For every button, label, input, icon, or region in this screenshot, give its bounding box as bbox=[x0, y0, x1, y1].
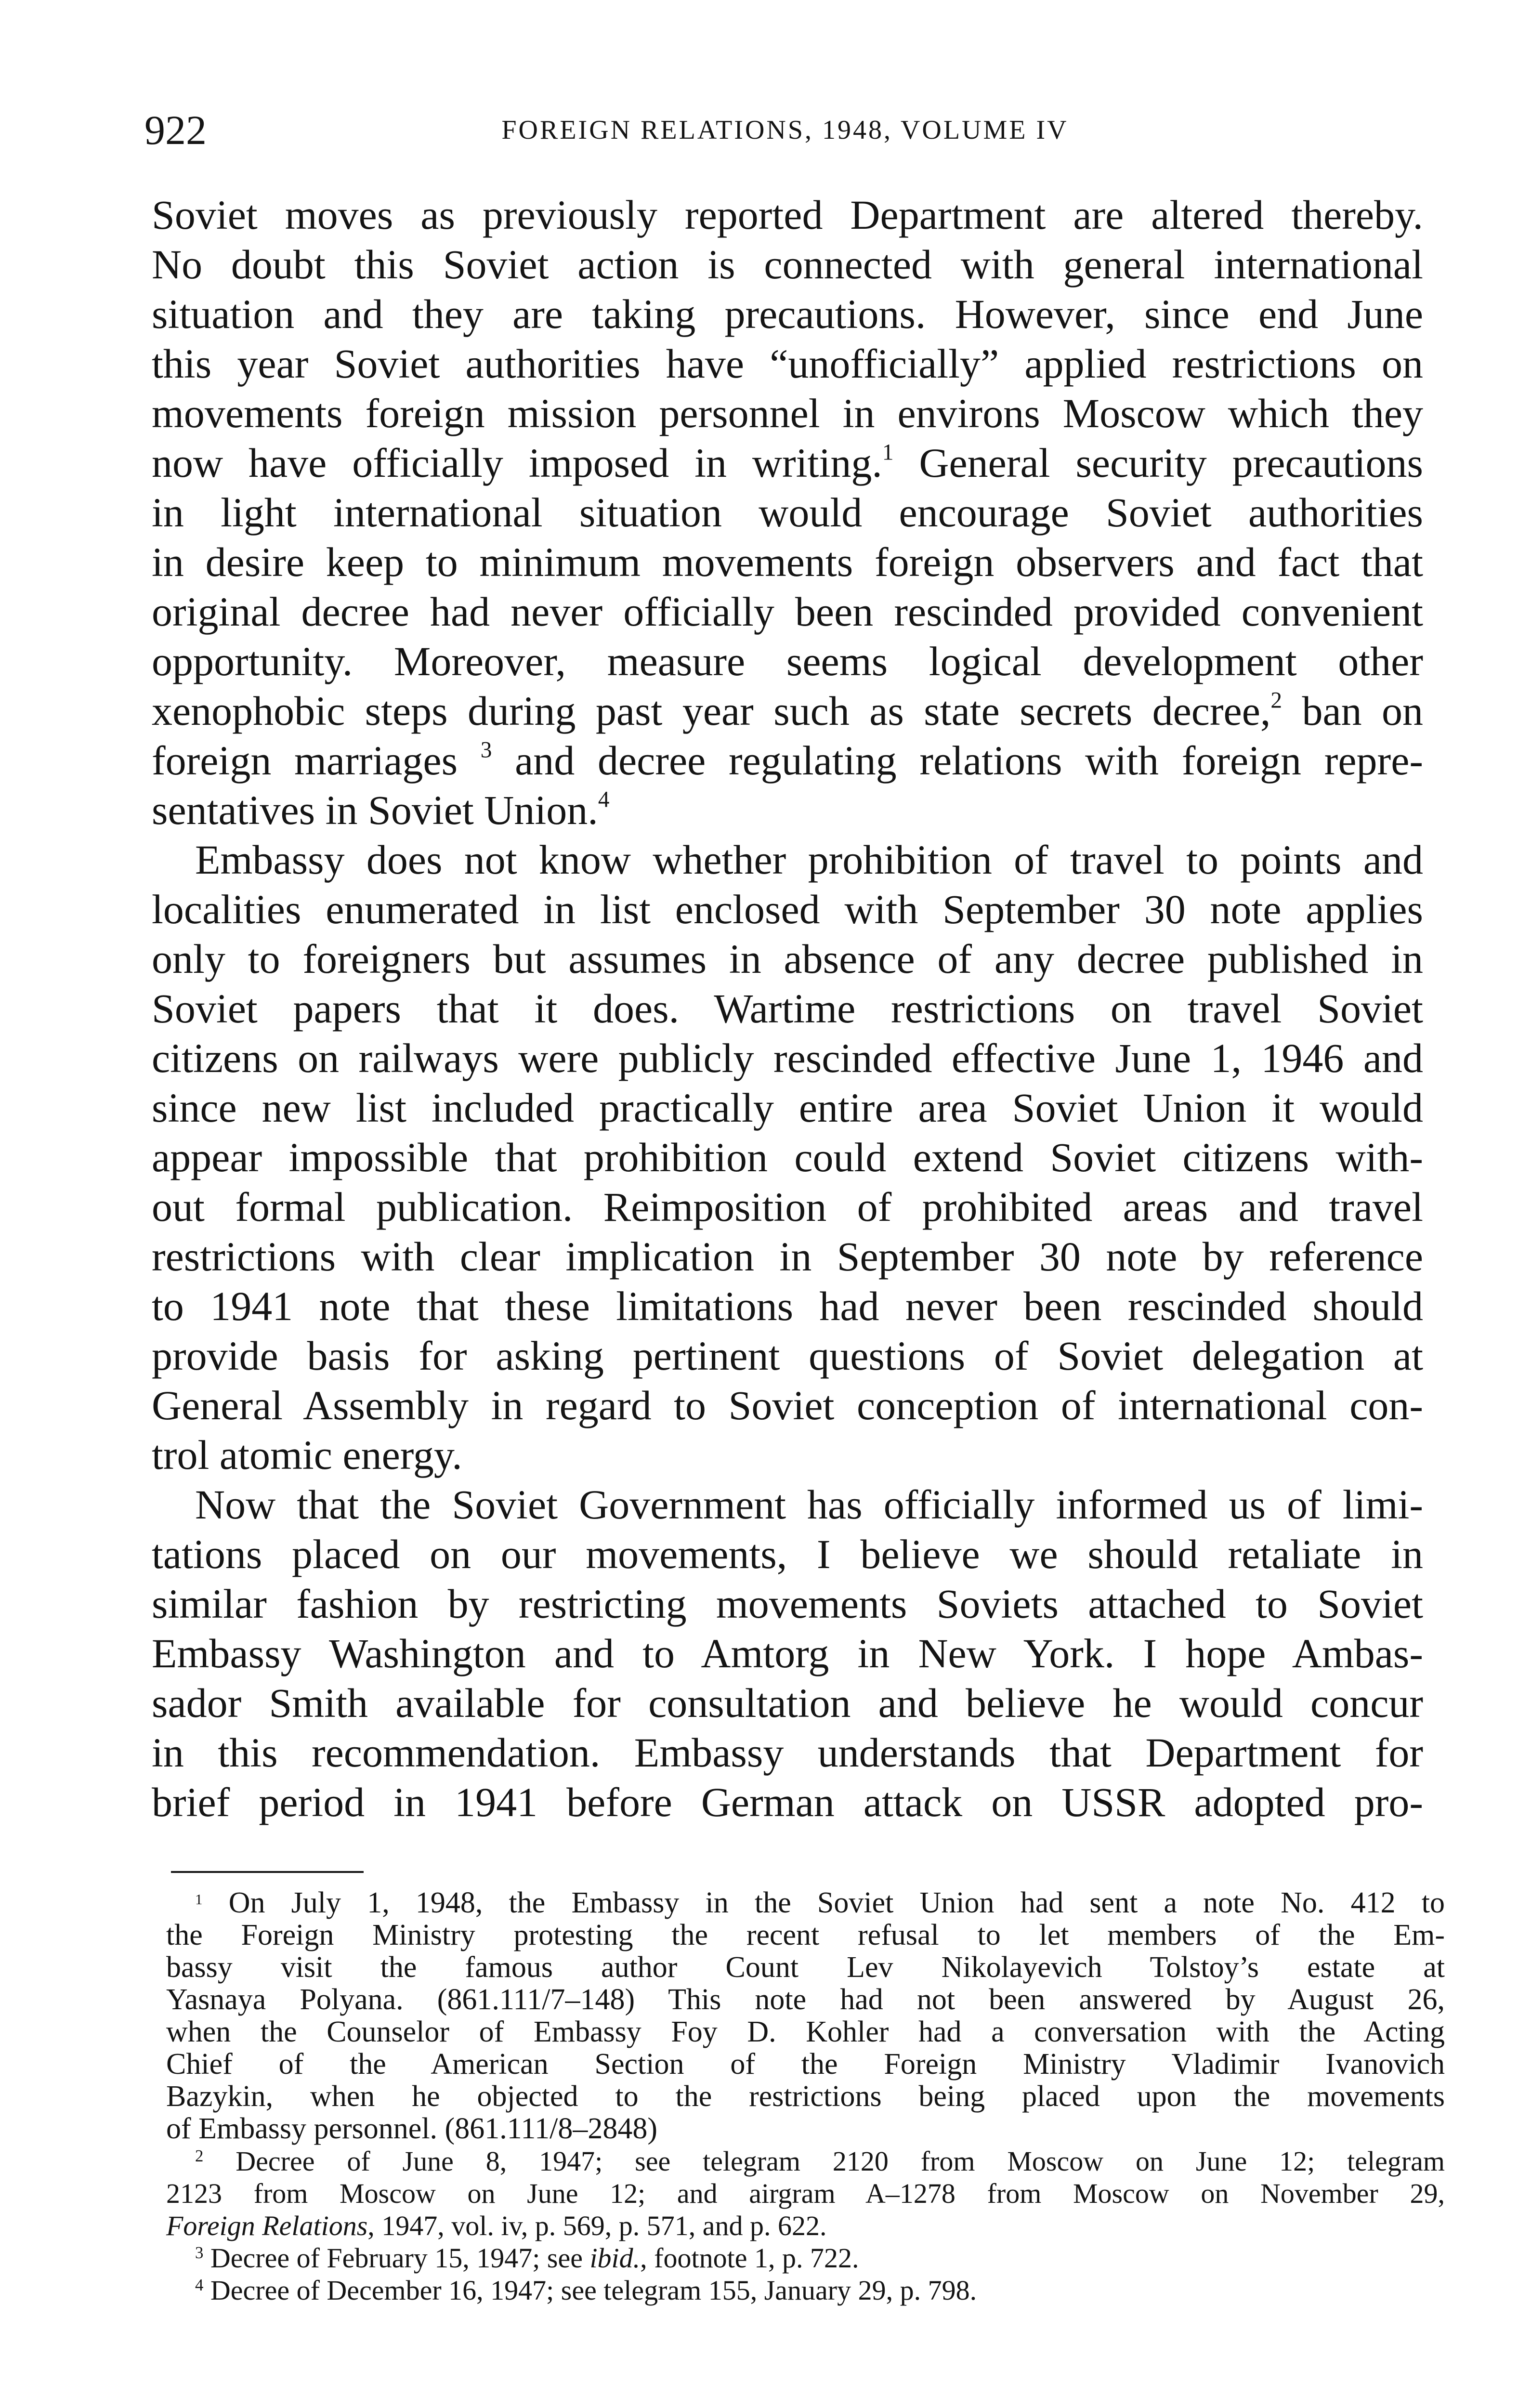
footnote-line: Foreign Relations, 1947, vol. iv, p. 569, p. 571, and p. 622. bbox=[166, 2210, 827, 2241]
text-line: tations placed on our movements, I believe we should retaliate in bbox=[152, 1531, 1423, 1577]
page-header bbox=[144, 99, 1426, 161]
footnote-line: the Foreign Ministry protesting the recent refusal to let members of the Em- bbox=[166, 1919, 1445, 1951]
footnote-number: 2 bbox=[195, 2146, 204, 2165]
text-line: Embassy Washington and to Amtorg in New York. I hope Ambas- bbox=[152, 1630, 1423, 1676]
paragraph-1 bbox=[152, 190, 1423, 835]
text-line: since new list included practically entire area Soviet Union it would bbox=[152, 1085, 1423, 1131]
footnote-ref[interactable]: 2 bbox=[1270, 688, 1282, 713]
text-line: in light international situation would encourage Soviet authorities bbox=[152, 489, 1423, 536]
footnote-number: 4 bbox=[195, 2275, 204, 2294]
text-line: in this recommendation. Embassy understands that Department for bbox=[152, 1729, 1423, 1776]
text-line: out formal publication. Reimposition of prohibited areas and travel bbox=[152, 1184, 1423, 1230]
page-number: 922 bbox=[144, 107, 207, 153]
text-line: original decree had never officially been rescinded provided convenient bbox=[152, 589, 1423, 635]
running-title: FOREIGN RELATIONS, 1948, VOLUME IV bbox=[501, 115, 1069, 145]
text-line: only to foreigners but assumes in absence of any decree published in bbox=[152, 936, 1423, 982]
footnote-line: 2123 from Moscow on June 12; and airgram A–1278 from Moscow on November 29, bbox=[166, 2178, 1445, 2209]
text-line: Now that the Soviet Government has officially informed us of limi- bbox=[195, 1481, 1423, 1528]
text-line: appear impossible that prohibition could extend Soviet citizens with- bbox=[152, 1134, 1423, 1180]
text-line: similar fashion by restricting movements Soviets attached to Soviet bbox=[152, 1581, 1423, 1627]
text-line: Soviet papers that it does. Wartime restrictions on travel Soviet bbox=[152, 985, 1423, 1032]
text-line: this year Soviet authorities have “unofficially” applied restrictions on bbox=[152, 340, 1423, 387]
footnote-line: $^1$ On July 1, 1948, the Embassy in the Soviet Union had sent a note No. 412 to bbox=[195, 1886, 1445, 1919]
footnote-line: bassy visit the famous author Count Lev Nikolayevich Tolstoy’s estate at bbox=[166, 1951, 1445, 1984]
footnote-line: when the Counselor of Embassy Foy D. Kohler had a conversation with the Acting bbox=[166, 2015, 1445, 2048]
footnote-ref[interactable]: 1 bbox=[882, 440, 894, 465]
footnote-line: $^2$ Decree of June 8, 1947; see telegram 2120 from Moscow on June 12; telegram bbox=[195, 2146, 1445, 2177]
footnote-number: 1 bbox=[195, 1890, 203, 1908]
footnote-line: of Embassy personnel. (861.111/8–2848) bbox=[166, 2112, 657, 2145]
footnote-line: $^3$ Decree of February 15, 1947; see ibid., footnote 1, p. 722. bbox=[195, 2242, 859, 2274]
text-line: General Assembly in regard to Soviet conception of international con- bbox=[152, 1382, 1423, 1428]
footnote-ref[interactable]: 4 bbox=[598, 787, 610, 812]
text-line: provide basis for asking pertinent questions of Soviet delegation at bbox=[152, 1333, 1423, 1379]
text-line: No doubt this Soviet action is connected with general international bbox=[152, 241, 1423, 288]
footnote-1 bbox=[166, 1887, 1445, 2145]
text-line: xenophobic steps during past year such as state secrets decree,$^2$ ban on bbox=[152, 688, 1423, 734]
paragraph-2 bbox=[152, 835, 1423, 1480]
text-line: foreign marriages $^3$ and decree regulating relations with foreign repre- bbox=[152, 737, 1423, 784]
text-line: Embassy does not know whether prohibition of travel to points and bbox=[195, 837, 1423, 883]
body-text bbox=[152, 190, 1423, 1827]
text-line: Soviet moves as previously reported Department are altered thereby. bbox=[152, 192, 1423, 238]
text-line: restrictions with clear implication in September 30 note by reference bbox=[152, 1233, 1423, 1280]
text-line: sador Smith available for consultation and believe he would concur bbox=[152, 1680, 1423, 1726]
footnotes bbox=[166, 1887, 1445, 2306]
paragraph-3 bbox=[152, 1480, 1423, 1827]
text-line: localities enumerated in list enclosed with September 30 note applies bbox=[152, 886, 1423, 932]
text-line: in desire keep to minimum movements foreign observers and fact that bbox=[152, 539, 1423, 585]
footnote-3 bbox=[166, 2242, 1445, 2274]
text-line: brief period in 1941 before German attack on USSR adopted pro- bbox=[152, 1779, 1423, 1825]
text-line: trol atomic energy. bbox=[152, 1432, 462, 1478]
footnote-number: 3 bbox=[195, 2243, 204, 2262]
text-line: sentatives in Soviet Union.$^4$ bbox=[152, 787, 610, 833]
text-line: movements foreign mission personnel in environs Moscow which they bbox=[152, 390, 1423, 436]
footnote-line: Chief of the American Section of the Foreign Ministry Vladimir Ivanovich bbox=[166, 2048, 1445, 2081]
text-line: situation and they are taking precautions. However, since end June bbox=[152, 291, 1423, 337]
footnote-2 bbox=[166, 2145, 1445, 2242]
footnote-ref[interactable]: 3 bbox=[480, 737, 492, 763]
text-line: citizens on railways were publicly rescinded effective June 1, 1946 and bbox=[152, 1035, 1423, 1081]
footnote-line: Bazykin, when he objected to the restrictions being placed upon the movements bbox=[166, 2080, 1445, 2113]
text-line: opportunity. Moreover, measure seems logical development other bbox=[152, 638, 1423, 684]
footnote-line: Yasnaya Polyana. (861.111/7–148) This note had not been answered by August 26, bbox=[166, 1983, 1445, 2016]
text-line: now have officially imposed in writing.$^1$ General security precautions bbox=[152, 440, 1423, 486]
footnote-line: $^4$ Decree of December 16, 1947; see telegram 155, January 29, p. 798. bbox=[195, 2275, 977, 2306]
footnote-4 bbox=[166, 2274, 1445, 2306]
footnote-divider bbox=[171, 1871, 364, 1873]
text-line: to 1941 note that these limitations had never been rescinded should bbox=[152, 1283, 1423, 1329]
